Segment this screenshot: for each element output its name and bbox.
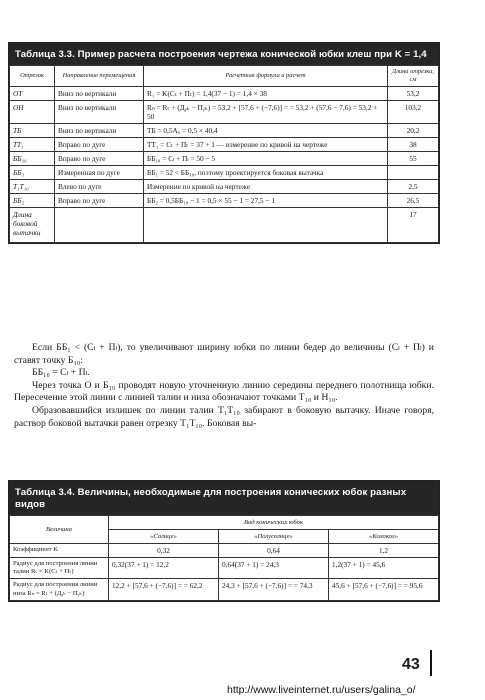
cell-segment: ОН — [10, 101, 55, 124]
cell-formula: ББ₁ = 52 < ББ₁₀, поэтому проектируется боковая вытачка — [144, 166, 388, 180]
table-row — [10, 166, 439, 180]
table-row — [10, 138, 439, 152]
cell-length: 103,2 — [388, 101, 439, 124]
cell-direction: Измеренная по дуге — [55, 166, 144, 180]
cell-segment: ББ₁₀ — [10, 152, 55, 166]
cell-segment: ТБ — [10, 124, 55, 138]
cell-length — [388, 166, 439, 180]
table-cell: 1,2(37 + 1) = 45,6 — [329, 558, 439, 579]
table-cell: 0,64(37 + 1) = 24,3 — [219, 558, 329, 579]
row-label: Коэффициент K — [10, 544, 109, 558]
table-3-3-grid — [9, 65, 439, 243]
header-length: Длина отрезка, см — [388, 66, 439, 87]
paragraph: Через точка О и Б₁₀ проводят новую уточненную линию середины переднего полотнища юбки. Пересечение этой линии с линией талии и низа обозначают точками Т₁₀ и Н₁₀. — [14, 379, 434, 404]
cell-direction: Вниз по вертикали — [55, 101, 144, 124]
cell-direction: Вниз по вертикали — [55, 87, 144, 101]
table-cell: 45,6 + [57,6 + (−7,6)] = = 95,6 — [329, 579, 439, 600]
body-text — [14, 342, 434, 430]
cell-direction — [55, 208, 144, 243]
cell-segment: T₁T₁₀ — [10, 180, 55, 194]
table-row — [10, 208, 439, 243]
paragraph: Образовавшийся излишек по линии талии T₁T₁₀ забирают в боковую вытачку. Иначе говоря, раствор боковой вытачки равен отрезку T₁T₁₀. Боковая вы- — [14, 404, 434, 429]
cell-segment: Длина боковой вытачки — [10, 208, 55, 243]
cell-length: 55 — [388, 152, 439, 166]
paragraph: Если ББ₁ < (Сₗ + Пₗ), то увеличивают ширину юбки по линии бедер до величины (Сₗ + Пₗ) и ставят точку Б₁₀: — [14, 342, 434, 366]
table-row — [10, 544, 439, 558]
table-cell: 24,3 + [57,6 + (−7,6)] = = 74,3 — [219, 579, 329, 600]
table-cell: 0,32(37 + 1) = 12,2 — [109, 558, 219, 579]
cell-formula: Rₙ = Rₜ + (Дᵧₖ − Пᵧₖ) = 53,2 + [57,6 + (−7,6)] = = 53,2 + (57,6 − 7,6) = 53,2 + 50 — [144, 101, 388, 124]
table-row — [10, 579, 439, 600]
table-row — [10, 180, 439, 194]
footer-url: http://www.liveinternet.ru/users/galina_o/ — [227, 684, 416, 696]
cell-formula: ТТ₁ = Сₜ + Пₜ = 37 + 1 — измерение по кривой на чертеже — [144, 138, 388, 152]
header-direction: Направление перемещения — [55, 66, 144, 87]
header-type-bell: «Колокол» — [329, 530, 439, 544]
header-segment: Отрезок — [10, 66, 55, 87]
table-cell: 1,2 — [329, 544, 439, 558]
header-formula: Расчетная формула и расчет — [144, 66, 388, 87]
table-3-4 — [8, 480, 440, 602]
table-header-row — [10, 516, 439, 530]
row-label: Радиус для построения линии низа Rₙ = Rₜ + (Дᵧₖ − Пᵧₖ) — [10, 579, 109, 600]
cell-segment: ББ₁ — [10, 166, 55, 180]
table-cell: 0,32 — [109, 544, 219, 558]
table-3-3-caption: Таблица 3.3. Пример расчета построения чертежа конической юбки клеш при K = 1,4 — [9, 43, 439, 65]
cell-formula: ББ₁₀ = Сₗ + Пₗ = 50 − 5 — [144, 152, 388, 166]
header-type-half-sun: «Полусолнце» — [219, 530, 329, 544]
cell-length: 26,5 — [388, 194, 439, 208]
cell-formula: R₁ = K(Cₜ + Пₜ) = 1,4(37 − 1) = 1,4 × 38 — [144, 87, 388, 101]
table-row — [10, 124, 439, 138]
cell-formula: ББ₂ = 0,5ББ₁₀ − 1 = 0,5 × 55 − 1 = 27,5 − 1 — [144, 194, 388, 208]
table-row — [10, 87, 439, 101]
table-3-4-caption: Таблица 3.4. Величины, необходимые для построения конических юбок разных видов — [9, 481, 439, 515]
cell-direction: Влево по дуге — [55, 180, 144, 194]
table-header-row — [10, 66, 439, 87]
cell-formula: ТБ = 0,5Aᵤ = 0,5 × 40,4 — [144, 124, 388, 138]
cell-length: 20,2 — [388, 124, 439, 138]
cell-direction: Вправо по дуге — [55, 138, 144, 152]
table-row — [10, 194, 439, 208]
cell-direction: Вниз по вертикали — [55, 124, 144, 138]
table-row — [10, 152, 439, 166]
header-quantity: Величина — [10, 516, 109, 544]
cell-formula — [144, 208, 388, 243]
cell-formula: Измерение по кривой на чертеже — [144, 180, 388, 194]
cell-segment: ОТ — [10, 87, 55, 101]
table-3-3 — [8, 42, 440, 244]
table-3-4-grid — [9, 515, 439, 601]
table-row — [10, 558, 439, 579]
header-type-sun: «Солнце» — [109, 530, 219, 544]
row-label: Радиус для построения линии талии Rₜ = K(Cₜ + Пₜ) — [10, 558, 109, 579]
cell-length: 38 — [388, 138, 439, 152]
cell-length: 2,5 — [388, 180, 439, 194]
cell-direction: Вправо по дуге — [55, 152, 144, 166]
formula-line: ББ₁₀ = Сₗ + Пₗ. — [32, 367, 90, 379]
cell-length: 17 — [388, 208, 439, 243]
page-number-bar — [430, 650, 432, 676]
cell-segment: ББ₂ — [10, 194, 55, 208]
cell-segment: ТТ₁ — [10, 138, 55, 152]
table-row — [10, 101, 439, 124]
cell-length: 53,2 — [388, 87, 439, 101]
table-cell: 12,2 + [57,6 + (−7,6)] = = 62,2 — [109, 579, 219, 600]
header-skirt-types: Вид конических юбок — [109, 516, 439, 530]
cell-direction: Вправо по дуге — [55, 194, 144, 208]
page-number: 43 — [402, 656, 420, 673]
table-cell: 0,64 — [219, 544, 329, 558]
